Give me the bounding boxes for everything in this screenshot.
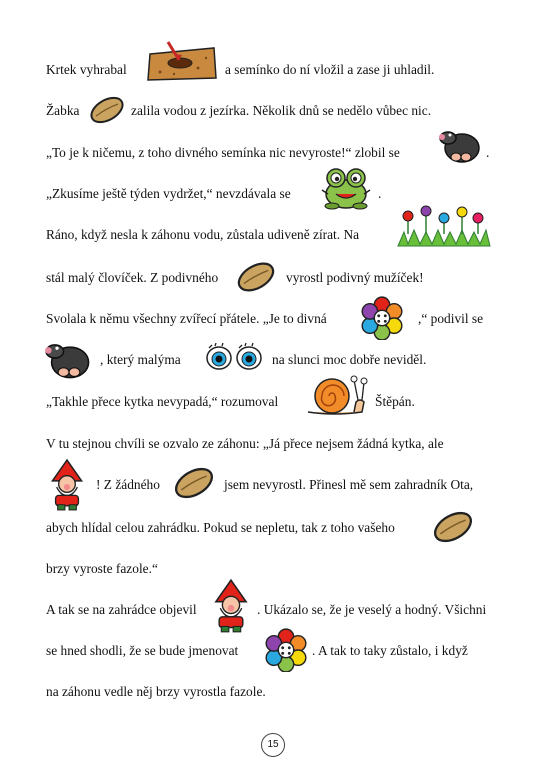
story-line-8-cont — [272, 352, 426, 368]
story-text: „To je k ničemu, z toho divného semínka nic nevyroste!“ zlobil se — [46, 145, 400, 160]
story-line-15-cont — [312, 643, 468, 659]
story-text: na záhonu vedle něj brzy vyrostla fazole. — [46, 684, 266, 699]
story-text: vyrostl podivný mužíček! — [286, 270, 424, 285]
story-line-2 — [46, 103, 79, 119]
story-line-15 — [46, 643, 238, 659]
story-line-6-cont — [286, 270, 424, 286]
seed-icon — [87, 94, 127, 126]
flower-icon — [360, 296, 404, 340]
story-text: brzy vyroste fazole.“ — [46, 561, 158, 576]
story-text: V tu stejnou chvíli se ozvalo ze záhonu: „Já přece nejsem žádná kytka, ale — [46, 436, 444, 451]
story-text: „Zkusíme ještě týden vydržet,“ nevzdávala se — [46, 186, 291, 201]
story-line-1-cont — [225, 62, 434, 78]
story-line-3-cont — [486, 145, 489, 161]
story-line-5 — [46, 227, 359, 243]
story-text: ! Z žádného — [96, 477, 160, 492]
story-text: Ráno, když nesla k záhonu vodu, zůstala udiveně zírat. Na — [46, 227, 360, 242]
seed-icon — [171, 464, 217, 502]
story-text: Žabka — [46, 103, 80, 118]
story-line-4 — [46, 186, 291, 202]
story-text: . Ukázalo se, že je veselý a hodný. Všichni — [257, 602, 487, 617]
story-text: se hned shodli, že se bude jmenovat — [46, 643, 239, 658]
story-text: . A tak to taky zůstalo, i když — [312, 643, 468, 658]
story-line-16 — [46, 684, 266, 700]
snail-icon — [304, 372, 368, 418]
story-line-9-cont — [375, 394, 415, 410]
hole-icon — [146, 38, 218, 84]
flower-icon — [264, 628, 308, 672]
story-text: ,“ podivil se — [418, 311, 484, 326]
story-text: zalila vodou z jezírka. Několik dnů se nedělo vůbec nic. — [131, 103, 432, 118]
story-text: Štěpán. — [375, 394, 415, 409]
story-line-14 — [46, 602, 197, 618]
story-line-11 — [96, 477, 160, 493]
story-text: Svolala k němu všechny zvířecí přátele. „Je to divná — [46, 311, 327, 326]
story-line-6 — [46, 270, 218, 286]
story-text: a semínko do ní vložil a zase ji uhladil. — [225, 62, 435, 77]
flower-bed-icon — [396, 204, 492, 248]
story-line-8 — [100, 352, 181, 368]
gnome-icon — [46, 458, 88, 512]
seed-icon — [430, 508, 476, 546]
story-line-9 — [46, 394, 278, 410]
story-text: , který malýma — [100, 352, 181, 367]
story-line-11-cont — [224, 477, 473, 493]
story-text: stál malý človíček. Z podivného — [46, 270, 219, 285]
mole-icon — [44, 336, 94, 380]
story-line-3 — [46, 145, 400, 161]
page-number: 15 — [261, 733, 285, 757]
story-line-4-cont — [378, 186, 381, 202]
story-text: jsem nevyrostl. Přinesl mě sem zahradník Ota, — [224, 477, 474, 492]
story-text: . — [378, 186, 382, 201]
seed-icon — [234, 258, 278, 296]
story-text: na slunci moc dobře neviděl. — [272, 352, 427, 367]
story-line-7 — [46, 311, 327, 327]
story-line-7-cont — [418, 311, 483, 327]
story-text: A tak se na zahrádce objevil — [46, 602, 197, 617]
story-text: abych hlídal celou zahrádku. Pokud se nepletu, tak z toho vašeho — [46, 520, 395, 535]
story-text: „Takhle přece kytka nevypadá,“ rozumoval — [46, 394, 279, 409]
story-line-10 — [46, 436, 444, 452]
frog-icon — [318, 164, 374, 212]
story-line-14-cont — [257, 602, 486, 618]
story-text: Krtek vyhrabal — [46, 62, 127, 77]
story-line-2-cont — [131, 103, 431, 119]
mole-icon — [438, 124, 484, 164]
eyes-icon — [204, 343, 264, 373]
story-line-1 — [46, 62, 127, 78]
story-line-13 — [46, 561, 158, 577]
story-text: . — [486, 145, 490, 160]
gnome-icon — [208, 578, 254, 634]
story-line-12 — [46, 520, 395, 536]
